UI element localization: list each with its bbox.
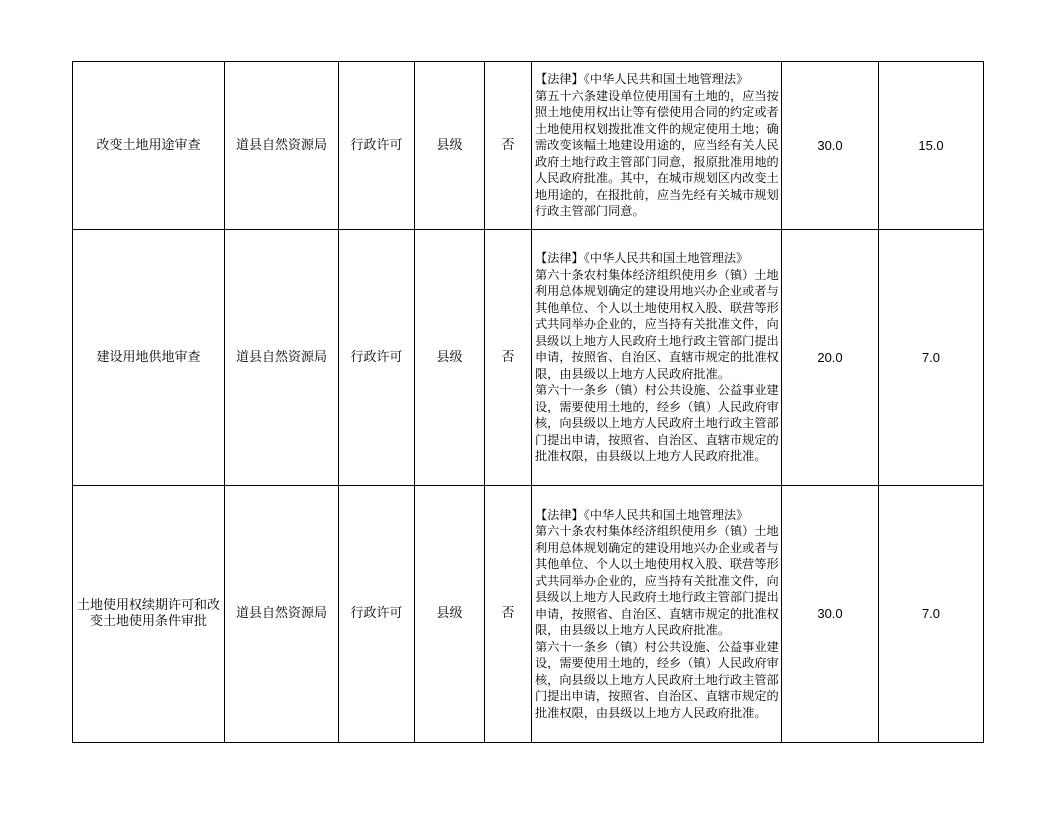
- basis-law-title: 【法律】《中华人民共和国土地管理法》: [535, 72, 749, 87]
- value-1: 20.0: [782, 230, 879, 486]
- item-name: 土地使用权续期许可和改变土地使用条件审批: [73, 486, 225, 743]
- level: 县级: [415, 230, 485, 486]
- flag: 否: [485, 486, 532, 743]
- item-type: 行政许可: [339, 230, 415, 486]
- basis-law-title: 【法律】《中华人民共和国土地管理法》: [535, 251, 749, 266]
- value-1: 30.0: [782, 62, 879, 230]
- basis-article: 第六十条农村集体经济组织使用乡（镇）土地利用总体规划确定的建设用地兴办企业或者与其他单位、个人以土地使用权入股、联营等形式共同举办企业的，应当持有关批准文件，向县级以上地方人民政府土地行政主管部门提出申请，按照省、自治区、直辖市规定的批准权限，由县级以上地方人民政府批准。: [535, 524, 779, 638]
- basis-article: 第六十一条乡（镇）村公共设施、公益事业建设，需要使用土地的，经乡（镇）人民政府审核，向县级以上地方人民政府土地行政主管部门提出申请，按照省、自治区、直辖市规定的批准权限，由县级以上地方人民政府批准。: [535, 639, 779, 720]
- table-row: [73, 486, 984, 743]
- department: 道县自然资源局: [225, 62, 339, 230]
- legal-basis: [532, 486, 782, 743]
- basis-article: 第五十六条建设单位使用国有土地的，应当按照土地使用权出让等有偿使用合同的约定或者土地使用权划拨批准文件的规定使用土地；确需改变该幅土地建设用途的，应当经有关人民政府土地行政主管部门同意，报原批准用地的人民政府批准。其中，在城市规划区内改变土地用途的，在报批前，应当先经有关城市规划行政主管部门同意。: [535, 88, 779, 219]
- legal-basis: [532, 62, 782, 230]
- value-2: 7.0: [879, 486, 984, 743]
- basis-article: 第六十一条乡（镇）村公共设施、公益事业建设，需要使用土地的，经乡（镇）人民政府审核，向县级以上地方人民政府土地行政主管部门提出申请，按照省、自治区、直辖市规定的批准权限，由县级以上地方人民政府批准。: [535, 383, 779, 464]
- level: 县级: [415, 62, 485, 230]
- value-2: 15.0: [879, 62, 984, 230]
- level: 县级: [415, 486, 485, 743]
- basis-article: 第六十条农村集体经济组织使用乡（镇）土地利用总体规划确定的建设用地兴办企业或者与其他单位、个人以土地使用权入股、联营等形式共同举办企业的，应当持有关批准文件，向县级以上地方人民政府土地行政主管部门提出申请，按照省、自治区、直辖市规定的批准权限，由县级以上地方人民政府批准。: [535, 267, 779, 381]
- value-1: 30.0: [782, 486, 879, 743]
- table-row: [73, 230, 984, 486]
- item-name: 改变土地用途审查: [73, 62, 225, 230]
- flag: 否: [485, 62, 532, 230]
- item-type: 行政许可: [339, 486, 415, 743]
- items-table: [72, 61, 984, 743]
- table-row: [73, 62, 984, 230]
- legal-basis: [532, 230, 782, 486]
- flag: 否: [485, 230, 532, 486]
- department: 道县自然资源局: [225, 230, 339, 486]
- item-type: 行政许可: [339, 62, 415, 230]
- basis-law-title: 【法律】《中华人民共和国土地管理法》: [535, 507, 749, 522]
- department: 道县自然资源局: [225, 486, 339, 743]
- item-name: 建设用地供地审查: [73, 230, 225, 486]
- value-2: 7.0: [879, 230, 984, 486]
